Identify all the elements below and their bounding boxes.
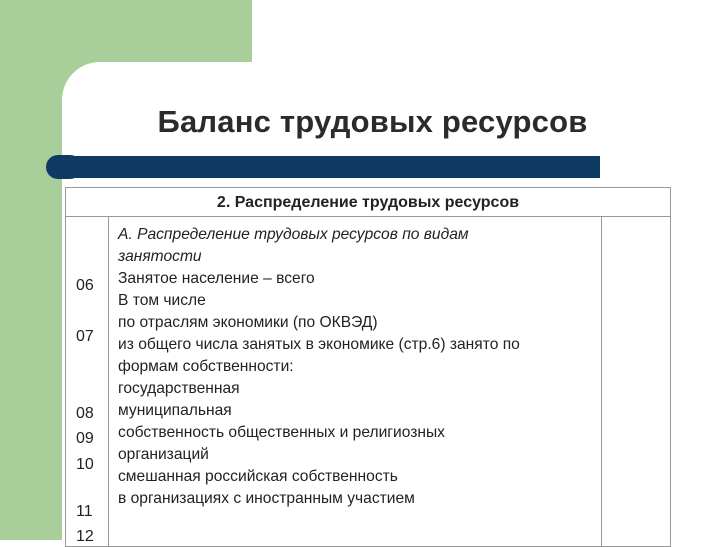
table-row: по отраслям экономики (по ОКВЭД): [118, 314, 378, 331]
row-code: 10: [76, 456, 94, 473]
row-code: 06: [76, 277, 94, 294]
table-row: организаций: [118, 446, 209, 463]
slide-title: Баланс трудовых ресурсов: [157, 104, 588, 139]
column-divider-right: [601, 217, 602, 547]
table-row: В том числе: [118, 292, 206, 309]
table-row: муниципальная: [118, 402, 232, 419]
table-row: государственная: [118, 380, 240, 397]
table-row: формам собственности:: [118, 358, 294, 375]
column-divider-left: [108, 217, 109, 547]
table-row: из общего числа занятых в экономике (стр.6) занято по: [118, 336, 520, 353]
row-descriptions: [118, 224, 598, 510]
table-row: в организациях с иностранным участием: [118, 490, 415, 507]
table-header: 2. Распределение трудовых ресурсов: [65, 187, 671, 217]
table-row: смешанная российская собственность: [118, 468, 398, 485]
row-code: 12: [76, 528, 94, 545]
section-heading: А. Распределение трудовых ресурсов по видам: [118, 226, 469, 243]
table-row: собственность общественных и религиозных: [118, 424, 445, 441]
row-code: 08: [76, 405, 94, 422]
row-code: 11: [76, 503, 93, 520]
row-code: 09: [76, 430, 94, 447]
title-rule: [70, 156, 600, 178]
section-heading-cont: занятости: [118, 248, 202, 265]
row-code: 07: [76, 328, 94, 345]
table-row: Занятое население – всего: [118, 270, 315, 287]
